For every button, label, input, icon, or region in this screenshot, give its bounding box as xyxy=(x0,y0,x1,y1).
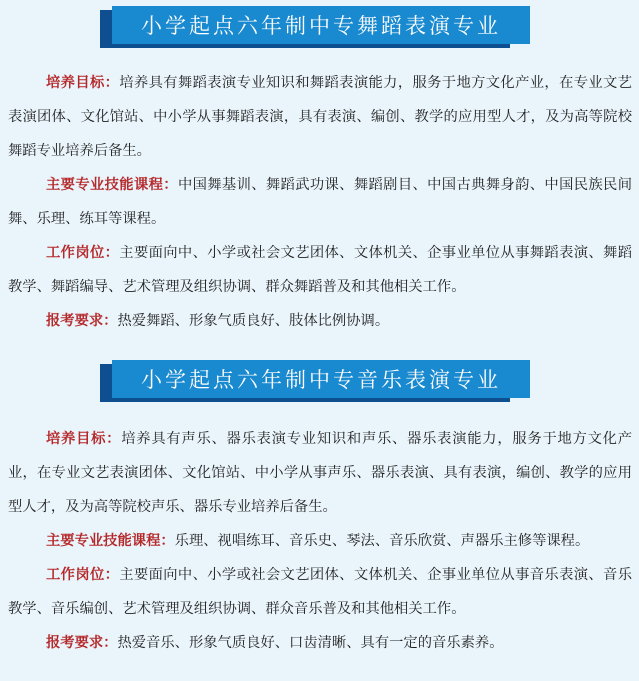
job-positions-label: 工作岗位： xyxy=(46,567,120,583)
training-goal-text: 培养具有声乐、器乐表演专业知识和声乐、器乐表演能力，服务于地方文化产业，在专业文艺表演团体、文化馆站、中小学从事声乐、器乐表演、具有表演，编创、教学的应用型人才，及为高等院校声乐、器乐专业培养后备生。 xyxy=(8,431,633,515)
core-courses-label: 主要专业技能课程： xyxy=(46,533,175,549)
dance-core-courses xyxy=(8,168,632,236)
admission-requirements-label: 报考要求： xyxy=(46,635,118,651)
music-section-title: 小学起点六年制中专音乐表演专业 xyxy=(112,360,530,398)
admission-requirements-label: 报考要求： xyxy=(46,313,118,329)
training-goal-label: 培养目标： xyxy=(46,75,120,91)
dance-section-body xyxy=(8,66,632,338)
music-section-body xyxy=(8,422,632,660)
job-positions-label: 工作岗位： xyxy=(46,245,120,261)
music-section-banner xyxy=(100,360,530,402)
dance-section-banner xyxy=(100,6,530,48)
dance-training-goal xyxy=(8,66,632,168)
music-core-courses xyxy=(8,524,632,558)
dance-section-title: 小学起点六年制中专舞蹈表演专业 xyxy=(112,6,530,44)
dance-admission-requirements xyxy=(8,304,632,338)
training-goal-label: 培养目标： xyxy=(46,431,122,447)
core-courses-text: 中国舞基训、舞蹈武功课、舞蹈剧目、中国古典舞身韵、中国民族民间舞、乐理、练耳等课程。 xyxy=(8,177,633,227)
dance-job-positions xyxy=(8,236,632,304)
core-courses-label: 主要专业技能课程： xyxy=(46,177,178,193)
admission-requirements-text: 热爱舞蹈、形象气质良好、肢体比例协调。 xyxy=(117,313,390,329)
training-goal-text: 培养具有舞蹈表演专业知识和舞蹈表演能力，服务于地方文化产业，在专业文艺表演团体、文化馆站、中小学从事舞蹈表演，具有表演、编创、教学的应用型人才，及为高等院校舞蹈专业培养后备生。 xyxy=(8,75,632,159)
job-positions-text: 主要面向中、小学或社会文艺团体、文体机关、企事业单位从事音乐表演、音乐教学、音乐编创、艺术管理及组织协调、群众音乐普及和其他相关工作。 xyxy=(8,567,632,617)
admission-requirements-text: 热爱音乐、形象气质良好、口齿清晰、具有一定的音乐素养。 xyxy=(117,635,504,651)
core-courses-text: 乐理、视唱练耳、音乐史、琴法、音乐欣赏、声器乐主修等课程。 xyxy=(174,533,590,549)
music-training-goal xyxy=(8,422,632,524)
music-job-positions xyxy=(8,558,632,626)
music-admission-requirements xyxy=(8,626,632,660)
job-positions-text: 主要面向中、小学或社会文艺团体、文体机关、企事业单位从事舞蹈表演、舞蹈教学、舞蹈编导、艺术管理及组织协调、群众舞蹈普及和其他相关工作。 xyxy=(8,245,632,295)
